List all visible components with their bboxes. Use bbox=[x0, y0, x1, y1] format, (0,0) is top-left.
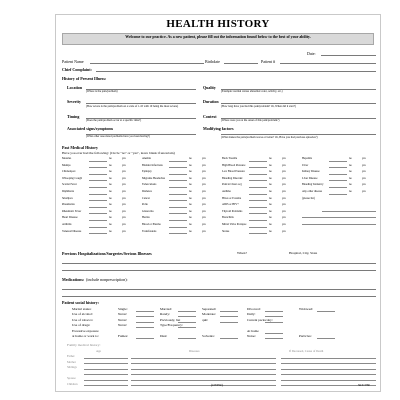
condition-yes[interactable]: yes bbox=[362, 176, 366, 180]
condition-no[interactable]: no bbox=[349, 176, 352, 180]
condition-leader bbox=[169, 233, 187, 234]
family-age-label: Age bbox=[96, 349, 101, 353]
family-diseases-line[interactable] bbox=[131, 363, 276, 364]
condition-label: Bladder Infections bbox=[142, 163, 163, 167]
condition-leader bbox=[249, 187, 267, 188]
social-option[interactable]: Dust: bbox=[160, 334, 168, 338]
condition-label: (please list) bbox=[302, 196, 315, 200]
condition-leader bbox=[249, 161, 267, 162]
condition-leader bbox=[169, 194, 187, 195]
family-diseases-line[interactable] bbox=[131, 358, 276, 359]
condition-label: Back Trouble bbox=[222, 157, 238, 160]
hospitalizations-heading: Previous Hospitalizations/Surgeries/Serious Illnesses bbox=[62, 251, 152, 256]
condition-label: Anemia bbox=[142, 157, 151, 160]
condition-leader bbox=[89, 200, 107, 201]
timing-hint: (Does the pain/problem occur at a specific time?) bbox=[86, 118, 142, 122]
quality-label: Quality bbox=[203, 85, 216, 90]
condition-label: Rheumatic Fever bbox=[62, 209, 82, 213]
condition-label: Pain in Chest a.rg bbox=[222, 183, 242, 187]
condition-yes[interactable]: yes bbox=[122, 170, 126, 174]
social-option[interactable]: Noise: bbox=[247, 334, 256, 338]
condition-label: Smallpox bbox=[62, 196, 73, 200]
condition-label: Liver Disease bbox=[302, 176, 318, 180]
family-death-label: If Deceased, Cause of Death bbox=[289, 349, 324, 353]
condition-label: Chickenpox bbox=[62, 170, 76, 174]
other-disease-line-3[interactable] bbox=[302, 224, 376, 225]
social-option[interactable]: Previously, but bbox=[160, 317, 181, 322]
condition-leader bbox=[249, 180, 267, 181]
condition-no[interactable]: no bbox=[189, 196, 192, 200]
birthdate-label: Birthdate bbox=[205, 59, 220, 64]
social-option-line[interactable] bbox=[136, 338, 154, 339]
condition-yes[interactable]: yes bbox=[122, 209, 126, 213]
condition-leader bbox=[89, 161, 107, 162]
family-member-label: Children bbox=[67, 381, 78, 386]
condition-label: Thyroid Problems bbox=[222, 209, 243, 213]
condition-yes[interactable]: yes bbox=[202, 176, 206, 180]
condition-yes[interactable]: yes bbox=[282, 163, 286, 167]
condition-leader bbox=[249, 200, 267, 201]
condition-no[interactable]: no bbox=[109, 203, 112, 207]
condition-leader bbox=[169, 213, 187, 214]
condition-leader bbox=[169, 167, 187, 168]
condition-leader bbox=[89, 187, 107, 188]
hospitalization-line-1[interactable] bbox=[62, 263, 376, 264]
condition-yes[interactable]: yes bbox=[122, 216, 126, 220]
location-hint: (Where is the pain/problem) bbox=[86, 89, 118, 93]
condition-yes[interactable]: yes bbox=[122, 183, 126, 187]
condition-no[interactable]: no bbox=[349, 190, 352, 193]
condition-no[interactable]: no bbox=[189, 163, 192, 167]
condition-leader bbox=[169, 174, 187, 175]
condition-leader bbox=[89, 180, 107, 181]
social-option-line[interactable] bbox=[178, 327, 196, 328]
social-row-label: at home or work to: bbox=[72, 334, 99, 338]
social-option-line[interactable] bbox=[265, 322, 283, 323]
location-label: Location bbox=[67, 85, 83, 90]
condition-label: Hernia bbox=[142, 216, 150, 220]
condition-yes[interactable]: yes bbox=[202, 229, 206, 233]
condition-no[interactable]: no bbox=[109, 157, 112, 160]
family-age-line[interactable] bbox=[84, 369, 128, 370]
medications-hint: (include nonprescription): bbox=[86, 277, 128, 282]
condition-label: Migraine Headaches bbox=[142, 176, 166, 180]
hospitalization-line-2[interactable] bbox=[62, 270, 376, 271]
social-option[interactable]: Current packs/day: bbox=[247, 317, 273, 322]
condition-label: Epilepsy bbox=[142, 170, 152, 174]
condition-no[interactable]: no bbox=[269, 196, 272, 200]
social-option-line[interactable] bbox=[178, 316, 196, 317]
condition-yes[interactable]: yes bbox=[202, 216, 206, 220]
patient-number-label: Patient # bbox=[261, 59, 276, 64]
condition-yes[interactable]: yes bbox=[282, 229, 286, 233]
condition-no[interactable]: no bbox=[189, 157, 192, 160]
medications-label: Medications: bbox=[62, 277, 85, 282]
past-medical-heading: Past Medical History bbox=[62, 145, 98, 150]
family-age-line[interactable] bbox=[84, 374, 128, 375]
patient-number-field[interactable] bbox=[280, 63, 376, 64]
social-option[interactable]: At home bbox=[247, 328, 259, 333]
condition-no[interactable]: no bbox=[109, 216, 112, 220]
condition-no[interactable]: no bbox=[349, 170, 352, 174]
condition-label: Low Blood Pressure bbox=[222, 170, 245, 174]
condition-label: Kidney Disease bbox=[302, 170, 320, 174]
condition-no[interactable]: no bbox=[109, 223, 112, 226]
quality-hint: (Example: normal versus abnormal color, activity, etc.) bbox=[221, 89, 283, 93]
condition-leader bbox=[249, 174, 267, 175]
social-option-line[interactable] bbox=[220, 311, 238, 312]
family-heading: Family medical history: bbox=[67, 343, 101, 347]
family-diseases-line[interactable] bbox=[131, 385, 276, 386]
social-option-line[interactable] bbox=[265, 333, 283, 334]
condition-leader bbox=[329, 187, 347, 188]
severity-label: Severity bbox=[67, 99, 81, 104]
condition-leader bbox=[249, 227, 267, 228]
condition-yes[interactable]: yes bbox=[362, 163, 366, 167]
condition-label: Mitral Valve Prolapse bbox=[222, 223, 247, 226]
social-option-line[interactable] bbox=[317, 311, 335, 312]
condition-yes[interactable]: yes bbox=[122, 157, 126, 160]
condition-label: Diabetes bbox=[142, 190, 152, 193]
date-field[interactable] bbox=[321, 55, 376, 56]
footer-code: SKY-3780 bbox=[358, 384, 370, 387]
condition-no[interactable]: no bbox=[269, 190, 272, 193]
condition-no[interactable]: no bbox=[109, 209, 112, 213]
medications-line-1[interactable] bbox=[62, 289, 376, 290]
condition-no[interactable]: no bbox=[189, 170, 192, 174]
condition-no[interactable]: no bbox=[109, 170, 112, 174]
social-option[interactable]: Fumes: bbox=[118, 334, 128, 338]
condition-no[interactable]: no bbox=[269, 223, 272, 226]
past-medical-hint: Have you ever had the following: (Circle "no" or "yes", leave blank if uncertain) bbox=[62, 151, 175, 155]
condition-leader bbox=[169, 161, 187, 162]
family-diseases-line[interactable] bbox=[131, 380, 276, 381]
social-option-line[interactable] bbox=[265, 311, 283, 312]
condition-leader bbox=[89, 194, 107, 195]
condition-no[interactable]: no bbox=[109, 229, 112, 233]
social-option[interactable]: Widowed: bbox=[299, 307, 313, 311]
condition-no[interactable]: no bbox=[189, 190, 192, 193]
social-option[interactable]: Divorced: bbox=[247, 307, 261, 311]
social-option-line[interactable] bbox=[178, 311, 196, 312]
condition-leader bbox=[329, 194, 347, 195]
condition-yes[interactable]: yes bbox=[122, 229, 126, 233]
patient-name-label: Patient Name bbox=[62, 59, 84, 64]
chief-complaint-field[interactable] bbox=[96, 71, 376, 72]
present-illness-heading: History of Present Illness: bbox=[62, 76, 107, 81]
condition-label: Asthma bbox=[222, 190, 231, 193]
footer-over: (OVER) bbox=[211, 383, 223, 387]
social-row-label: Use of drugs: bbox=[72, 323, 91, 328]
condition-no[interactable]: no bbox=[189, 203, 192, 207]
social-option-line[interactable] bbox=[265, 338, 283, 339]
condition-leader bbox=[249, 194, 267, 195]
social-option[interactable]: Type/Frequency: bbox=[160, 323, 183, 328]
condition-yes[interactable]: yes bbox=[202, 170, 206, 174]
condition-label: Pneumonia bbox=[62, 203, 75, 207]
condition-label: Bleeding Tendency bbox=[302, 183, 324, 187]
condition-leader bbox=[169, 187, 187, 188]
patient-name-field[interactable] bbox=[90, 63, 204, 64]
condition-leader bbox=[329, 180, 347, 181]
condition-yes[interactable]: yes bbox=[362, 170, 366, 174]
condition-no[interactable]: no bbox=[349, 163, 352, 167]
form-title: HEALTH HISTORY bbox=[166, 18, 270, 30]
condition-yes[interactable]: yes bbox=[202, 190, 206, 193]
severity-hint: (How severe is the pain/problem on a scale of 1-10 with 10 being the most severe) bbox=[86, 104, 179, 108]
condition-label: Transfusions bbox=[142, 229, 157, 233]
when-label: When? bbox=[237, 251, 247, 255]
duration-hint: (How long have you had this pain/problem? Or, When did it start?) bbox=[221, 104, 297, 108]
condition-yes[interactable]: yes bbox=[202, 163, 206, 167]
condition-leader bbox=[89, 213, 107, 214]
social-option-line[interactable] bbox=[178, 338, 196, 339]
condition-no[interactable]: no bbox=[269, 209, 272, 213]
condition-label: Bleeding Disorder bbox=[222, 176, 243, 180]
condition-leader bbox=[249, 167, 267, 168]
social-option[interactable]: Solvents: bbox=[202, 334, 215, 338]
condition-yes[interactable]: yes bbox=[362, 157, 366, 160]
condition-label: Cancer bbox=[142, 196, 150, 200]
condition-leader bbox=[89, 167, 107, 168]
condition-leader bbox=[249, 213, 267, 214]
condition-no[interactable]: no bbox=[109, 190, 112, 193]
condition-leader bbox=[249, 233, 267, 234]
condition-no[interactable]: no bbox=[109, 196, 112, 200]
condition-yes[interactable]: yes bbox=[282, 183, 286, 187]
condition-yes[interactable]: yes bbox=[122, 163, 126, 167]
condition-no[interactable]: no bbox=[109, 163, 112, 167]
condition-yes[interactable]: yes bbox=[202, 183, 206, 187]
social-option[interactable]: Rarely: bbox=[160, 312, 170, 317]
condition-leader bbox=[329, 161, 347, 162]
social-option-line[interactable] bbox=[317, 338, 335, 339]
condition-no[interactable]: no bbox=[109, 183, 112, 187]
condition-no[interactable]: no bbox=[109, 176, 112, 180]
family-death-line[interactable] bbox=[281, 369, 376, 370]
social-option[interactable]: Never: bbox=[118, 312, 128, 317]
condition-no[interactable]: no bbox=[269, 176, 272, 180]
condition-yes[interactable]: yes bbox=[202, 157, 206, 160]
condition-yes[interactable]: yes bbox=[282, 170, 286, 174]
condition-yes[interactable]: yes bbox=[362, 183, 366, 187]
family-age-line[interactable] bbox=[84, 380, 128, 381]
condition-label: AIDS or HIV+ bbox=[222, 203, 239, 207]
other-disease-line-2[interactable] bbox=[302, 217, 376, 218]
social-option[interactable]: Daily: bbox=[247, 312, 256, 317]
condition-no[interactable]: no bbox=[349, 183, 352, 187]
medications-line-2[interactable] bbox=[62, 296, 376, 297]
condition-no[interactable]: no bbox=[269, 163, 272, 167]
condition-leader bbox=[89, 233, 107, 234]
condition-yes[interactable]: yes bbox=[202, 223, 206, 226]
condition-yes[interactable]: yes bbox=[282, 209, 286, 213]
birthdate-field[interactable] bbox=[224, 63, 258, 64]
condition-label: Scarlet Fever bbox=[62, 183, 77, 187]
condition-no[interactable]: no bbox=[269, 157, 272, 160]
condition-no[interactable]: no bbox=[269, 170, 272, 174]
social-option[interactable]: Never: bbox=[118, 323, 128, 328]
date-label: Date: bbox=[307, 51, 316, 56]
condition-label: Venereal Disease bbox=[62, 229, 82, 233]
social-option-line[interactable] bbox=[136, 311, 154, 312]
condition-leader bbox=[169, 207, 187, 208]
condition-no[interactable]: no bbox=[189, 229, 192, 233]
social-option[interactable]: Married: bbox=[160, 307, 172, 311]
condition-no[interactable]: no bbox=[189, 216, 192, 220]
condition-no[interactable]: no bbox=[269, 216, 272, 220]
family-age-line[interactable] bbox=[84, 358, 128, 359]
family-diseases-line[interactable] bbox=[131, 374, 276, 375]
condition-leader bbox=[329, 167, 347, 168]
condition-label: Stroke bbox=[222, 229, 230, 233]
social-row-label: Excessive exposure bbox=[72, 328, 99, 333]
condition-label: Diphtheria bbox=[62, 190, 74, 193]
family-age-line[interactable] bbox=[84, 385, 128, 386]
condition-label: Any other disease bbox=[302, 190, 323, 193]
chief-complaint-label: Chief Complaint: bbox=[62, 67, 92, 72]
condition-yes[interactable]: yes bbox=[282, 176, 286, 180]
welcome-text: Welcome to our practice. As a new patient, please fill out the information found below to the best of your ability. bbox=[125, 35, 311, 39]
context-label: Context bbox=[203, 114, 217, 119]
social-row-label: Use of tobacco: bbox=[72, 317, 94, 322]
condition-leader bbox=[89, 174, 107, 175]
family-diseases-label: Diseases bbox=[189, 349, 200, 353]
condition-yes[interactable]: yes bbox=[282, 157, 286, 160]
family-member-label: Mother bbox=[67, 359, 76, 364]
condition-leader bbox=[169, 180, 187, 181]
condition-yes[interactable]: yes bbox=[202, 209, 206, 213]
family-member-label: Siblings bbox=[67, 365, 77, 369]
family-age-line[interactable] bbox=[84, 363, 128, 364]
social-option-line[interactable] bbox=[136, 322, 154, 323]
social-option-line[interactable] bbox=[220, 338, 238, 339]
condition-yes[interactable]: yes bbox=[282, 223, 286, 226]
family-member-label: Father bbox=[67, 354, 75, 358]
condition-label: Bronchitis bbox=[222, 216, 234, 220]
hospital-label: Hospital, City, State bbox=[289, 251, 318, 255]
condition-yes[interactable]: yes bbox=[282, 196, 286, 200]
condition-yes[interactable]: yes bbox=[282, 216, 286, 220]
context-hint: (Where were you at the onset of this pain/problem?) bbox=[221, 118, 280, 122]
condition-yes[interactable]: yes bbox=[122, 190, 126, 193]
condition-no[interactable]: no bbox=[269, 183, 272, 187]
condition-yes[interactable]: yes bbox=[122, 176, 126, 180]
condition-leader bbox=[329, 174, 347, 175]
condition-leader bbox=[249, 207, 267, 208]
condition-label: Mumps bbox=[62, 163, 71, 167]
welcome-banner bbox=[62, 33, 374, 45]
condition-yes[interactable]: yes bbox=[202, 196, 206, 200]
condition-no[interactable]: no bbox=[189, 183, 192, 187]
social-option[interactable]: Moderate: bbox=[202, 312, 216, 317]
condition-leader bbox=[89, 220, 107, 221]
condition-no[interactable]: no bbox=[269, 203, 272, 207]
condition-yes[interactable]: yes bbox=[122, 203, 126, 207]
social-option[interactable]: Particles: bbox=[299, 334, 312, 338]
condition-yes[interactable]: yes bbox=[362, 190, 366, 193]
condition-label: Arthritis bbox=[62, 223, 72, 226]
condition-no[interactable]: no bbox=[189, 209, 192, 213]
condition-leader bbox=[169, 220, 187, 221]
condition-label: Measles bbox=[62, 157, 72, 160]
other-disease-line-1[interactable] bbox=[322, 211, 376, 212]
condition-label: Heart Disease bbox=[62, 216, 78, 220]
condition-leader bbox=[89, 227, 107, 228]
family-death-line[interactable] bbox=[281, 363, 376, 364]
condition-label: Tuberculosis bbox=[142, 183, 157, 187]
timing-label: Timing bbox=[67, 114, 80, 119]
condition-label: Blood or Plasma bbox=[142, 223, 161, 226]
condition-label: Ulcer bbox=[302, 163, 309, 167]
social-row-label: Marital status: bbox=[72, 307, 92, 311]
condition-label: Polio bbox=[142, 203, 148, 207]
social-row-label: Use of alcohol: bbox=[72, 312, 93, 317]
social-option[interactable]: quit: bbox=[202, 317, 209, 322]
condition-yes[interactable]: yes bbox=[122, 196, 126, 200]
condition-label: Hepatitis bbox=[302, 157, 313, 160]
condition-yes[interactable]: yes bbox=[282, 203, 286, 207]
condition-leader bbox=[169, 227, 187, 228]
social-option-line[interactable] bbox=[220, 322, 238, 323]
condition-leader bbox=[249, 220, 267, 221]
modifying-label: Modifying factors bbox=[203, 126, 234, 131]
social-option-line[interactable] bbox=[136, 327, 154, 328]
assoc-label: Associated signs/symptoms bbox=[67, 126, 114, 131]
condition-no[interactable]: no bbox=[349, 157, 352, 160]
condition-yes[interactable]: yes bbox=[282, 190, 286, 193]
health-history-form bbox=[55, 14, 381, 392]
condition-no[interactable]: no bbox=[269, 229, 272, 233]
family-death-line[interactable] bbox=[281, 380, 376, 381]
condition-yes[interactable]: yes bbox=[202, 203, 206, 207]
condition-label: Glaucoma bbox=[142, 209, 154, 213]
social-option[interactable]: Never: bbox=[118, 317, 128, 322]
social-option[interactable]: Single: bbox=[118, 307, 128, 311]
condition-yes[interactable]: yes bbox=[122, 223, 126, 226]
duration-label: Duration bbox=[203, 99, 219, 104]
social-option[interactable]: Separated: bbox=[202, 307, 217, 311]
family-diseases-line[interactable] bbox=[131, 369, 276, 370]
assoc-hint: (What other associated problems have you been having?) bbox=[86, 134, 151, 138]
modifying-hint: (What makes the pain/problem worse or better? Or, Have you had previous episodes?) bbox=[221, 135, 318, 139]
social-option-line[interactable] bbox=[220, 316, 238, 317]
condition-leader bbox=[89, 207, 107, 208]
family-member-label: Spouse bbox=[67, 376, 76, 380]
condition-leader bbox=[169, 200, 187, 201]
social-heading: Patient social history: bbox=[62, 300, 100, 305]
condition-label: Hives or Eczema bbox=[222, 196, 242, 200]
condition-no[interactable]: no bbox=[189, 223, 192, 226]
family-death-line[interactable] bbox=[281, 374, 376, 375]
condition-label: Whooping Cough bbox=[62, 176, 82, 180]
social-option-line[interactable] bbox=[136, 316, 154, 317]
condition-label: High Blood Pressure bbox=[222, 163, 246, 167]
condition-no[interactable]: no bbox=[189, 176, 192, 180]
family-death-line[interactable] bbox=[281, 358, 376, 359]
